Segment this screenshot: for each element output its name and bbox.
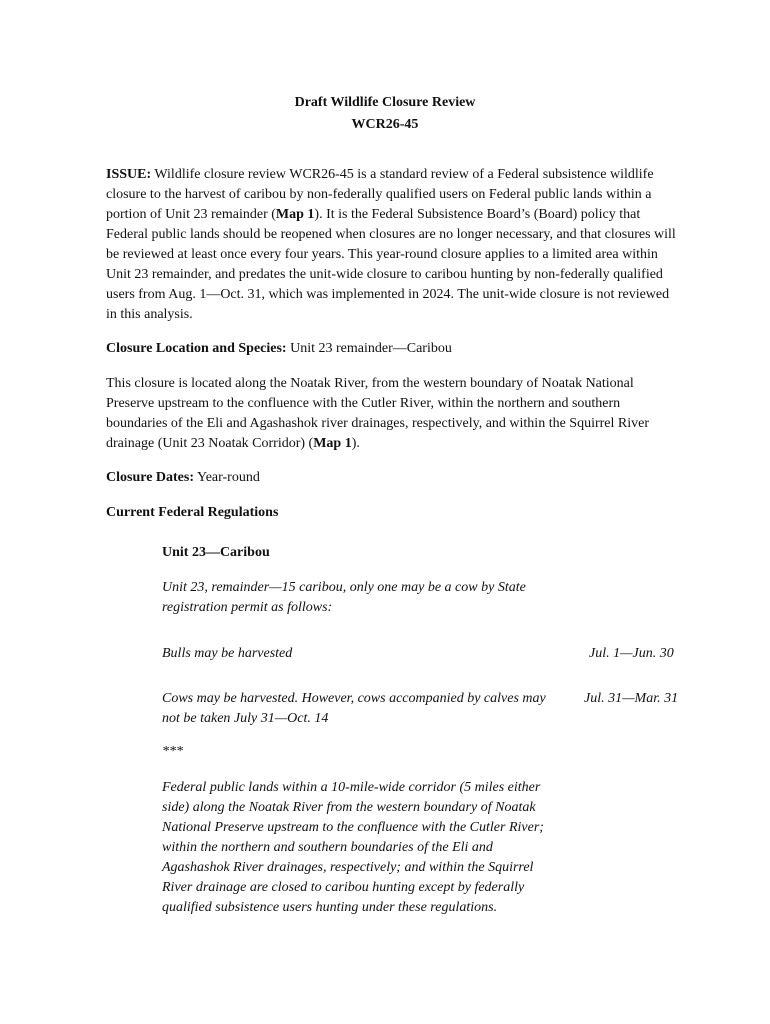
regulation-row-season: Jul. 1—Jun. 30 xyxy=(589,646,674,661)
location-text-2: ). xyxy=(351,436,360,451)
regulation-row-text: Bulls may be harvested xyxy=(162,646,293,661)
regulation-intro: Unit 23, remainder—15 caribou, only one may be a cow by State registration permit as follows: xyxy=(162,580,526,615)
unit-heading: Unit 23—Caribou xyxy=(162,545,270,560)
regulation-row-season: Jul. 31—Mar. 31 xyxy=(584,691,679,706)
closure-location-value: Unit 23 remainder—Caribou xyxy=(286,341,452,356)
regulations-heading: Current Federal Regulations xyxy=(106,505,279,520)
location-map-ref: Map 1 xyxy=(313,436,352,451)
closure-dates-label: Closure Dates: xyxy=(106,470,195,485)
closure-location-line xyxy=(106,339,682,359)
closure-dates-line xyxy=(106,468,682,488)
document-code: WCR26-45 xyxy=(351,117,419,132)
closure-regulation-text: Federal public lands within a 10-mile-wide corridor (5 miles either side) along the Noatak River from the western boundary of Noatak National Preserve upstream to the confluence with the Cutler River; within the northern and southern boundaries of the Eli and Agashashok River drainages, respectively; and within the Squirrel River drainage are closed to caribou hunting except by federally qualified subsistence users hunting under these regulations. xyxy=(162,780,544,915)
location-paragraph xyxy=(106,374,682,454)
document-title: Draft Wildlife Closure Review xyxy=(294,95,476,110)
issue-paragraph xyxy=(106,165,682,325)
issue-map-ref: Map 1 xyxy=(275,207,315,222)
issue-label: ISSUE: xyxy=(106,167,152,182)
issue-text-2: ). It is the Federal Subsistence Board’s (Board) policy that Federal public lands should be reopened when closures are no longer necessary, and that closures will be reviewed at least once every four years. This year-round closure applies to a limited area within Unit 23 remainder, and predates the unit-wide closure to caribou hunting by non-federally qualified users from Aug. 1—Oct. 31, which was implemented in 2024. The unit-wide closure is not reviewed in this analysis. xyxy=(106,207,676,322)
location-text-1: This closure is located along the Noatak River, from the western boundary of Noatak National Preserve upstream to the confluence with the Cutler River, within the northern and southern boundaries of the Eli and Agashashok river drainages, respectively, and within the Squirrel River drainage (Unit 23 Noatak Corridor) ( xyxy=(106,376,649,451)
closure-location-label: Closure Location and Species: xyxy=(106,341,287,356)
section-separator: *** xyxy=(162,744,183,759)
regulation-row-text: Cows may be harvested. However, cows accompanied by calves may not be taken July 31—Oct. 14 xyxy=(162,691,546,726)
closure-dates-value: Year-round xyxy=(194,470,260,485)
issue-text-1: Wildlife closure review WCR26-45 is a standard review of a Federal subsistence wildlife closure to the harvest of caribou by non-federally qualified users on Federal public lands within a portion of Unit 23 remainder ( xyxy=(106,167,654,222)
